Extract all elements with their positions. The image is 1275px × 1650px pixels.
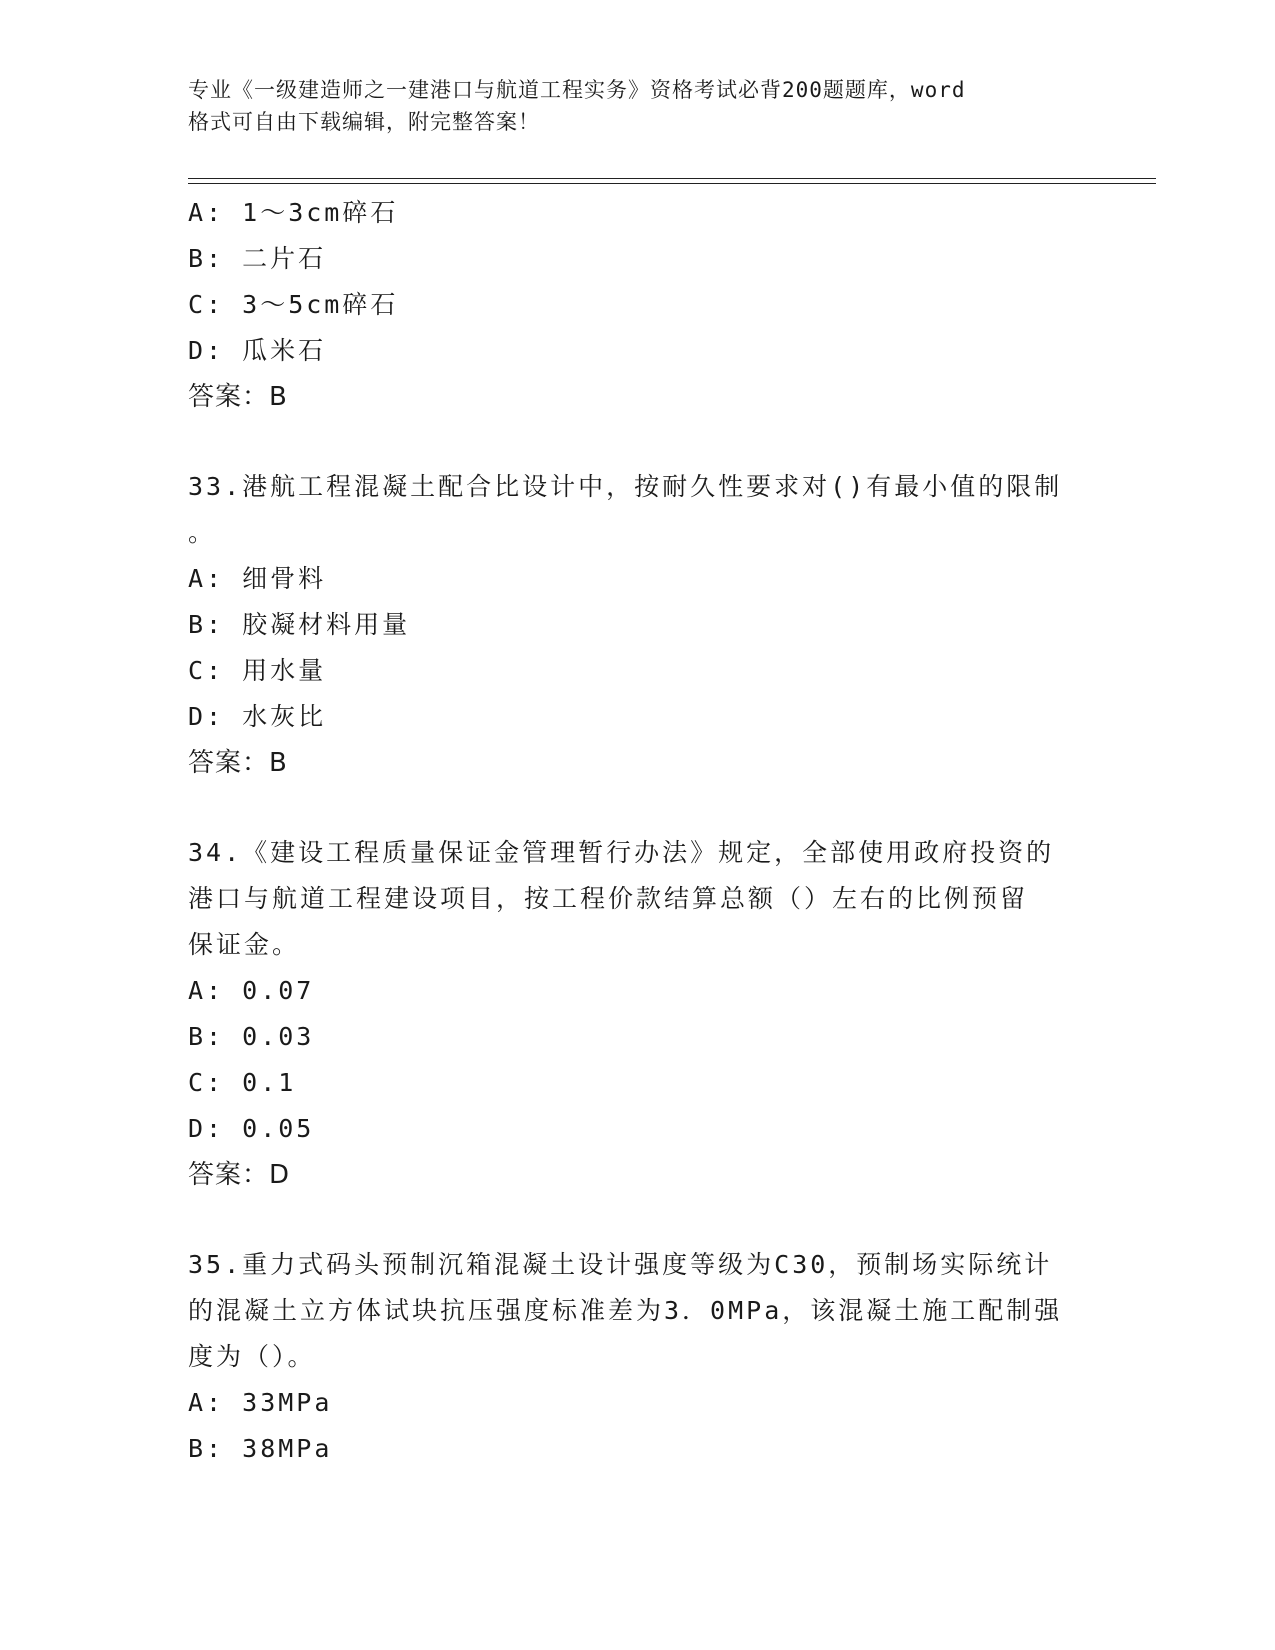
option-a: A: 细骨料 (188, 564, 327, 593)
option-a: A: 33MPa (188, 1388, 333, 1417)
question-text (188, 1242, 1088, 1380)
question-line: 保证金。 (188, 930, 301, 959)
question-block-35 (188, 1242, 1088, 1472)
question-line: 港口与航道工程建设项目，按工程价款结算总额（）左右的比例预留 (188, 884, 1029, 913)
option-b: B: 二片石 (188, 244, 327, 273)
option-b: B: 38MPa (188, 1434, 333, 1463)
option-a: A: 0.07 (188, 976, 315, 1005)
question-text (188, 830, 1088, 968)
option-d: D: 水灰比 (188, 702, 327, 731)
question-line: 34.《建设工程质量保证金管理暂行办法》规定，全部使用政府投资的 (188, 838, 1055, 867)
question-line: 的混凝土立方体试块抗压强度标准差为3．0MPa，该混凝土施工配制强 (188, 1296, 1063, 1325)
answer-line: 答案：D (188, 1160, 291, 1190)
question-line: 。 (188, 518, 217, 547)
question-line: 度为（）。 (188, 1342, 316, 1371)
question-block-34 (188, 830, 1088, 1198)
answer-line: 答案：B (188, 382, 288, 412)
option-c: C: 0.1 (188, 1068, 297, 1097)
header-divider-top (188, 178, 1156, 179)
option-b: B: 胶凝材料用量 (188, 610, 411, 639)
question-block-33 (188, 464, 1088, 786)
question-block-32 (188, 190, 1088, 420)
header-title-line-1: 专业《一级建造师之一建港口与航道工程实务》资格考试必背200题题库，word (188, 78, 966, 102)
document-header (188, 74, 1088, 138)
option-d: D: 0.05 (188, 1114, 315, 1143)
answer-line: 答案：B (188, 748, 288, 778)
option-c: C: 3～5cm碎石 (188, 290, 399, 319)
option-c: C: 用水量 (188, 656, 327, 685)
header-title-line-2: 格式可自由下载编辑，附完整答案！ (188, 110, 540, 134)
header-divider-bottom (188, 183, 1156, 184)
question-text (188, 464, 1088, 556)
question-line: 35.重力式码头预制沉箱混凝土设计强度等级为C30，预制场实际统计 (188, 1250, 1053, 1279)
option-a: A: 1～3cm碎石 (188, 198, 399, 227)
question-list (188, 190, 1088, 1472)
option-b: B: 0.03 (188, 1022, 315, 1051)
question-line: 33.港航工程混凝土配合比设计中，按耐久性要求对()有最小值的限制 (188, 472, 1063, 501)
option-d: D: 瓜米石 (188, 336, 327, 365)
